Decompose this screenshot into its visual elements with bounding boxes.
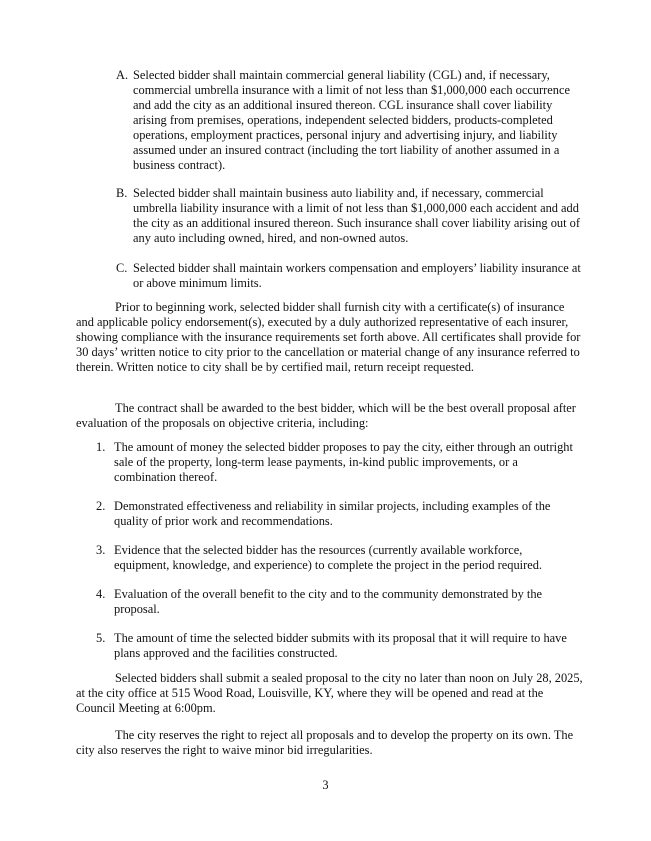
- list-marker: 2.: [96, 499, 106, 513]
- list-item-text: Demonstrated effectiveness and reliability in similar projects, including examples of the quality of prior work and recommendations.: [114, 499, 551, 528]
- list-item-text: Selected bidder shall maintain commercial general liability (CGL) and, if necessary, commercial umbrella insurance with a limit of not less than $1,000,000 each occurrence and add the city as an additional insured thereon. CGL insurance shall cover liability arising from premises, operations, independent selected bidders, products-completed operations, employment practices, personal injury and advertising injury, and liability assumed under an insured contract (including the tort liability of another assumed in a business contract).: [133, 68, 570, 172]
- award-paragraph: The contract shall be awarded to the best bidder, which will be the best overall proposal after evaluation of the proposals on objective criteria, including:: [76, 401, 576, 430]
- evaluation-criteria-list-4: [96, 587, 578, 617]
- evaluation-criteria-list: [96, 440, 578, 485]
- insurance-requirements-list: [116, 68, 586, 173]
- list-marker: A.: [116, 68, 129, 82]
- insurance-requirements-list-b: [116, 186, 586, 246]
- criterion-item-2: [96, 499, 578, 529]
- insurance-requirements-list-c: [116, 261, 586, 291]
- list-marker: B.: [116, 186, 128, 200]
- insurance-item-c: [116, 261, 586, 291]
- certificate-paragraph: Prior to beginning work, selected bidder shall furnish city with a certificate(s) of insurance and applicable policy endorsement(s), executed by a duly authorized representative of each insurer, showing compliance with the insurance requirements set forth above. All certificates shall provide for 30 days’ written notice to city prior to the cancellation or material change of any insurance referred to therein. Written notice to city shall be by certified mail, return receipt requested.: [76, 300, 581, 374]
- criterion-item-3: [96, 543, 578, 573]
- list-marker: C.: [116, 261, 128, 275]
- list-item-text: Selected bidder shall maintain business auto liability and, if necessary, commercial umbrella liability insurance with a limit of not less than $1,000,000 each accident and add the city as an additional insured thereon. Such insurance shall cover liability arising out of any auto including owned, hired, and non-owned autos.: [133, 186, 580, 245]
- submission-paragraph: Selected bidders shall submit a sealed proposal to the city no later than noon on July 28, 2025, at the city office at 515 Wood Road, Louisville, KY, where they will be opened and read at the Council Meeting at 6:00pm.: [76, 671, 583, 715]
- criterion-item-1: [96, 440, 578, 485]
- list-marker: 1.: [96, 440, 106, 454]
- evaluation-criteria-list-3: [96, 543, 578, 573]
- reservation-paragraph: The city reserves the right to reject all proposals and to develop the property on its own. The city also reserves the right to waive minor bid irregularities.: [76, 728, 574, 757]
- list-marker: 3.: [96, 543, 106, 557]
- list-item-text: The amount of time the selected bidder submits with its proposal that it will require to have plans approved and the facilities constructed.: [114, 631, 567, 660]
- list-item-text: Evaluation of the overall benefit to the city and to the community demonstrated by the proposal.: [114, 587, 543, 616]
- page-number: 3: [322, 778, 329, 792]
- evaluation-criteria-list-2: [96, 499, 578, 529]
- list-marker: 4.: [96, 587, 106, 601]
- list-item-text: Selected bidder shall maintain workers compensation and employers’ liability insurance at or above minimum limits.: [133, 261, 581, 290]
- list-item-text: Evidence that the selected bidder has the resources (currently available workforce, equipment, knowledge, and experience) to complete the project in the period required.: [114, 543, 543, 572]
- list-marker: 5.: [96, 631, 106, 645]
- list-item-text: The amount of money the selected bidder proposes to pay the city, either through an outright sale of the property, long-term lease payments, in-kind public improvements, or a combination thereof.: [114, 440, 573, 484]
- insurance-item-b: [116, 186, 586, 246]
- criterion-item-5: [96, 631, 578, 661]
- criterion-item-4: [96, 587, 578, 617]
- insurance-item-a: [116, 68, 586, 173]
- evaluation-criteria-list-5: [96, 631, 578, 661]
